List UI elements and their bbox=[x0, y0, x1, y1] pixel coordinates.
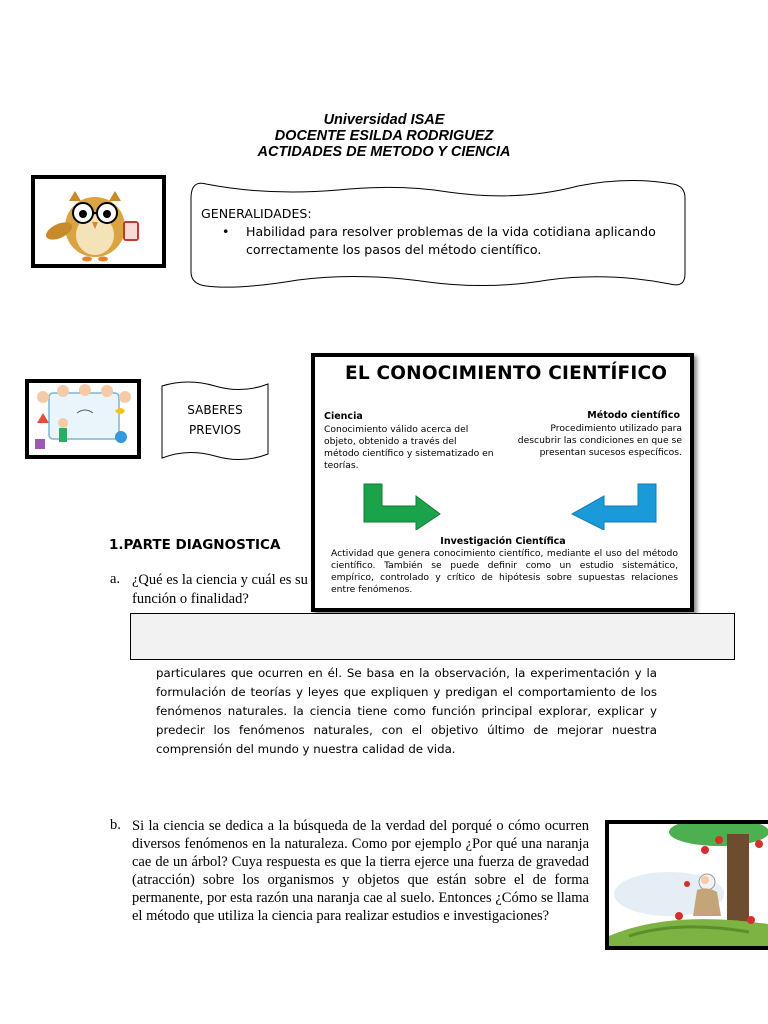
panel-title: EL CONOCIMIENTO CIENTÍFICO bbox=[345, 363, 668, 384]
question-b-label: b. bbox=[110, 817, 121, 833]
blue-arrow-icon bbox=[572, 484, 656, 530]
kids-image bbox=[25, 379, 141, 459]
panel-arrows bbox=[360, 482, 660, 530]
metodo-description: Procedimiento utilizado para descubrir las condiciones en que se presentan sucesos específicos. bbox=[517, 423, 682, 458]
answer-input-box[interactable] bbox=[130, 613, 735, 660]
children-school-icon bbox=[29, 383, 137, 455]
university-name: Universidad ISAE bbox=[323, 112, 445, 128]
newton-image bbox=[605, 820, 768, 950]
activity-title: ACTIDADES DE METODO Y CIENCIA bbox=[257, 144, 511, 160]
owl-image bbox=[31, 175, 166, 268]
ciencia-title: Ciencia bbox=[324, 411, 363, 422]
newton-apple-tree-icon bbox=[609, 824, 768, 946]
ciencia-description: Conocimiento válido acerca del objeto, obtenido a través del método científico y sistematizado en teorías. bbox=[324, 424, 494, 471]
question-a-label: a. bbox=[110, 571, 121, 587]
question-a-text: ¿Qué es la ciencia y cuál es su función o finalidad? bbox=[132, 572, 308, 607]
saberes-previos-label bbox=[163, 400, 267, 440]
investigacion-description: Actividad que genera conocimiento científico, mediante el uso del método científico. También se puede definir como un estudio sistemático, empírico, controlado y crítico de hipótesis sobre supuestas relaciones entre fenómenos. bbox=[331, 548, 678, 595]
generalidades-title: GENERALIDADES: bbox=[201, 206, 312, 221]
investigacion-title: Investigación Científica bbox=[440, 536, 566, 547]
saberes-line-1: SABERES bbox=[187, 403, 243, 417]
section-heading: 1.PARTE DIAGNOSTICA bbox=[109, 537, 281, 553]
green-arrow-icon bbox=[364, 484, 440, 530]
bullet-icon: • bbox=[222, 224, 230, 239]
generalidades-list bbox=[222, 223, 662, 259]
document-header bbox=[0, 112, 768, 160]
saberes-line-2: PREVIOS bbox=[189, 423, 241, 437]
teacher-name: DOCENTE ESILDA RODRIGUEZ bbox=[274, 128, 494, 144]
generalidades-item: Habilidad para resolver problemas de la vida cotidiana aplicando correctamente los pasos del método científico. bbox=[246, 224, 656, 257]
question-a-answer: particulares que ocurren en él. Se basa en la observación, la experimentación y la formulación de teorías y leyes que expliquen y predigan el comportamiento de los fenómenos naturales. la ciencia tiene como función principal explorar, explicar y predecir los fenómenos naturales, con el objetivo último de mejorar nuestra comprensión del mundo y nuestra calidad de vida. bbox=[156, 666, 657, 756]
metodo-title: Método científico bbox=[587, 410, 680, 421]
question-b-text: Si la ciencia se dedica a la búsqueda de la verdad del porqué o cómo ocurren diversos fenómenos en la naturaleza. Como por ejemplo ¿Por qué una naranja cae de un árbol? Cuya respuesta es que la tierra ejerce una fuerza de gravedad (atracción) sobre los organismos y objetos que están sobre el de forma permanente, por esta razón una naranja cae al suelo. Entonces ¿Cómo se llama el método que utiliza la ciencia para realizar estudios e investigaciones? bbox=[132, 818, 589, 924]
owl-cartoon-icon bbox=[35, 179, 162, 264]
